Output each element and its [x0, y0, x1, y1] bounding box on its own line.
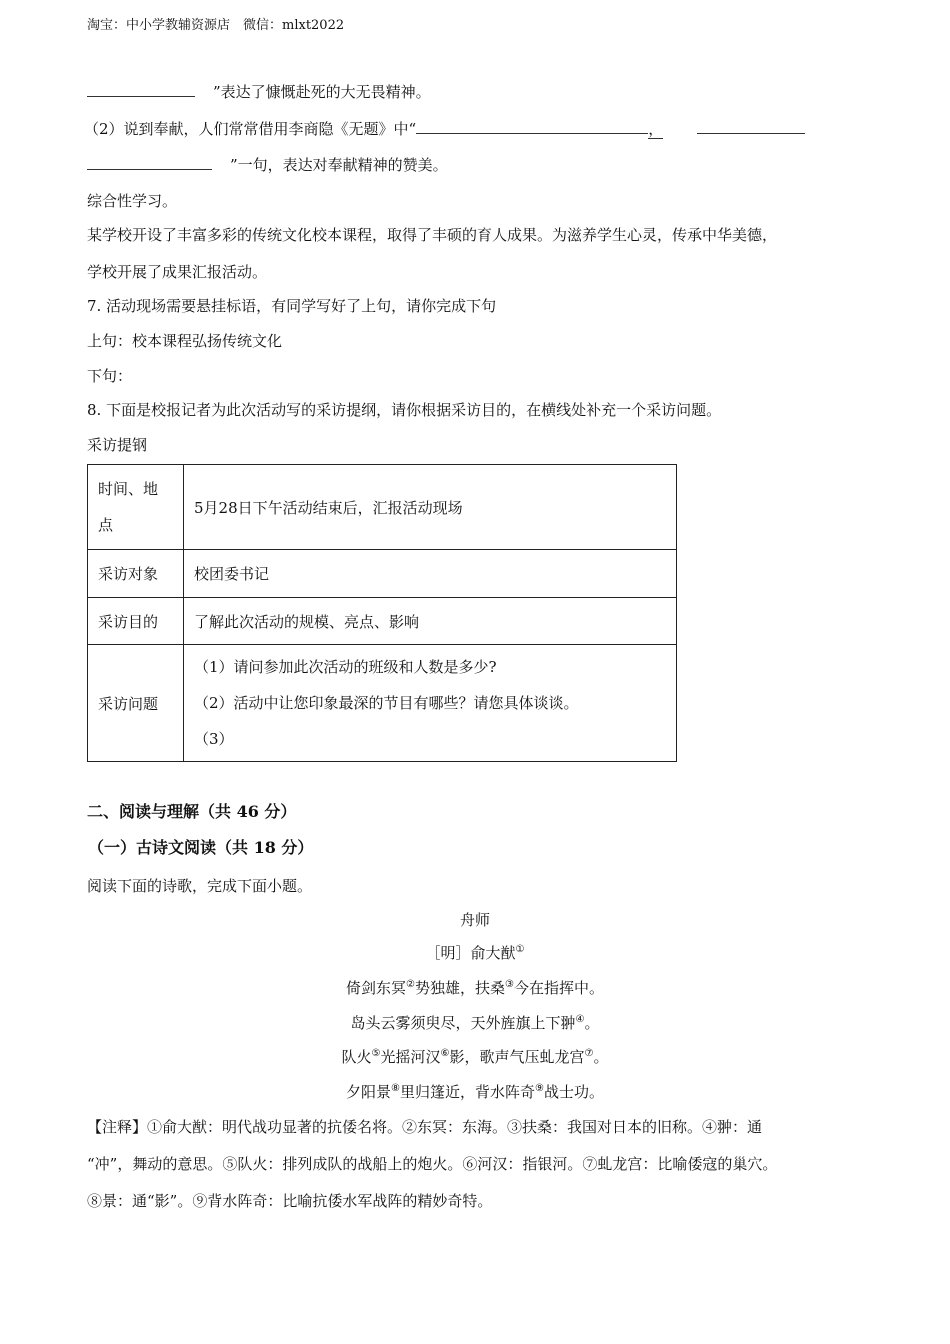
table-key: 采访问题	[88, 645, 184, 762]
q6-line1-text: ”表达了慷慨赴死的大无畏精神。	[213, 83, 431, 101]
poem-line: 岛头云雾须臾尽，天外旌旗上下翀④。	[350, 1014, 600, 1032]
subsection-title: （一）古诗文阅读（共 18 分）	[88, 838, 314, 857]
interview-question: （2）活动中让您印象最深的节目有哪些？请您具体谈谈。	[194, 694, 579, 712]
q7-upper: 上句：校本课程弘扬传统文化	[87, 332, 283, 350]
intro-paragraph-line2: 学校开展了成果汇报活动。	[87, 263, 268, 281]
table-key: 时间、地 点	[88, 465, 184, 550]
poem-line: 夕阳景⑧里归篷近，背水阵奇⑨战士功。	[346, 1083, 604, 1101]
notes-line3: ⑧景：通“影”。⑨背水阵奇：比喻抗倭水军战阵的精妙奇特。	[87, 1192, 493, 1210]
table-key: 采访对象	[88, 550, 184, 598]
page-header: 淘宝：中小学教辅资源店 微信：mlxt2022	[87, 18, 345, 33]
poem-line: 队火⑤光摇河汉⑥影，歌声气压虬龙宫⑦。	[341, 1048, 609, 1066]
notes-line2: “冲”，舞动的意思。⑤队火：排列成队的战船上的炮火。⑥河汉：指银河。⑦虬龙宫：比喻倭寇的巢穴。	[87, 1155, 778, 1173]
q6-line2	[84, 119, 805, 139]
answer-blank[interactable]	[697, 119, 805, 134]
answer-blank[interactable]	[87, 155, 212, 170]
poem-author: ［明］俞大猷①	[425, 944, 525, 962]
q7-stem: 7. 活动现场需要悬挂标语，有同学写好了上句，请你完成下句	[87, 297, 497, 315]
interview-question: （1）请问参加此次活动的班级和人数是多少?	[194, 658, 497, 676]
part-title: 二、阅读与理解（共 46 分）	[87, 802, 297, 821]
intro-paragraph-line1: 某学校开设了丰富多彩的传统文化校本课程，取得了丰硕的育人成果。为滋养学生心灵，传承中华美德，	[87, 226, 778, 244]
reading-instruction: 阅读下面的诗歌，完成下面小题。	[87, 877, 313, 895]
q6-line3	[87, 155, 448, 175]
q6-line1	[87, 82, 431, 102]
table-value	[184, 645, 677, 762]
interview-outline-table	[87, 464, 677, 762]
answer-blank[interactable]	[87, 82, 195, 97]
q6-line2-prefix: （2）说到奉献，人们常常借用李商隐《无题》中“	[84, 120, 417, 138]
table-value: 5月28日下午活动结束后，汇报活动现场	[184, 465, 677, 550]
poem-title: 舟师	[459, 911, 490, 929]
poem-line: 倚剑东冥②势独雄，扶桑③今在指挥中。	[346, 979, 604, 997]
q8-stem: 8. 下面是校报记者为此次活动写的采访提纲，请你根据采访目的，在横线处补充一个采访问题。	[87, 401, 722, 419]
table-value: 校团委书记	[184, 550, 677, 598]
q7-lower: 下句：	[87, 367, 133, 385]
table-key: 采访目的	[88, 598, 184, 645]
table-row	[88, 645, 677, 762]
section-title: 综合性学习。	[87, 192, 178, 210]
table-row	[88, 465, 677, 550]
answer-blank[interactable]	[416, 119, 648, 134]
q8-caption: 采访提钢	[87, 436, 148, 454]
table-row	[88, 550, 677, 598]
table-row	[88, 598, 677, 645]
interview-question-blank[interactable]: （3）	[194, 730, 234, 748]
table-value: 了解此次活动的规模、亮点、影响	[184, 598, 677, 645]
q6-line3-text: ”一句，表达对奉献精神的赞美。	[230, 156, 448, 174]
notes-line1: 【注释】①俞大猷：明代战功显著的抗倭名将。②东冥：东海。③扶桑：我国对日本的旧称。④翀：通	[87, 1118, 763, 1136]
comma: ，	[648, 120, 664, 138]
